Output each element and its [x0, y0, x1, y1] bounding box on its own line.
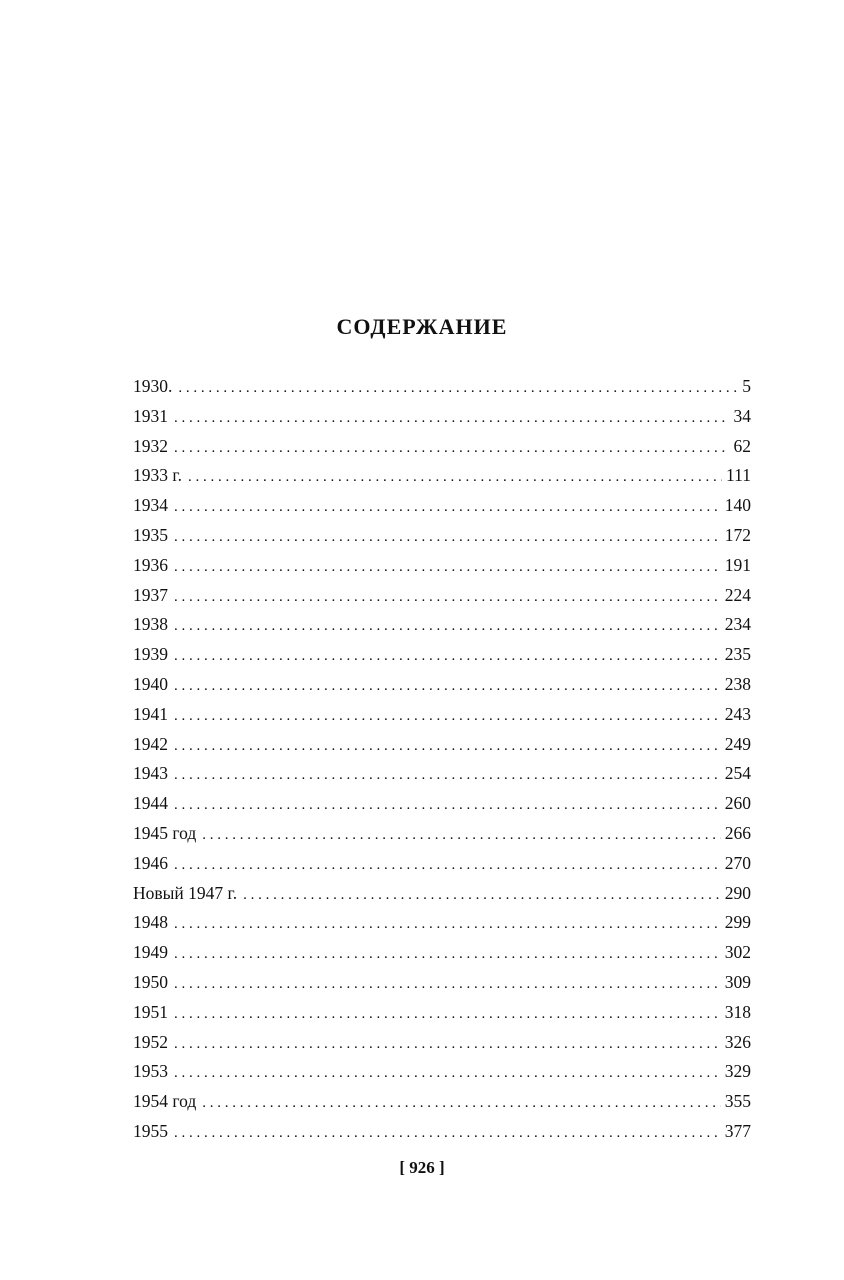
toc-entry-page: 238 [724, 673, 751, 694]
toc-entry-label: 1938 [133, 614, 168, 635]
toc-entry-label: 1953 [133, 1061, 168, 1082]
dot-leader [243, 881, 721, 909]
toc-entry-label: 1932 [133, 435, 168, 456]
toc-entry-label: 1949 [133, 942, 168, 963]
toc-entry [133, 1087, 751, 1117]
toc-entry-page: 355 [724, 1091, 751, 1112]
toc-entry [133, 700, 751, 730]
dot-leader [174, 910, 721, 938]
toc-entry-page: 302 [724, 942, 751, 963]
dot-leader [202, 821, 720, 849]
dot-leader [174, 642, 721, 670]
toc-entry-page: 243 [724, 703, 751, 724]
toc-entry [133, 432, 751, 462]
toc-entry-page: 377 [724, 1120, 751, 1141]
toc-entry-page: 254 [724, 763, 751, 784]
dot-leader [174, 583, 721, 611]
toc-entry-page: 270 [724, 852, 751, 873]
toc-entry-page: 111 [726, 465, 751, 486]
toc-entry-label: 1937 [133, 584, 168, 605]
toc-entry-label: 1943 [133, 763, 168, 784]
toc-entry [133, 968, 751, 998]
dot-leader [202, 1089, 720, 1117]
toc-entry [133, 849, 751, 879]
dot-leader [174, 434, 730, 462]
toc-entry [133, 819, 751, 849]
toc-entry-page: 191 [724, 554, 751, 575]
toc-entry [133, 521, 751, 551]
toc-entry-label: 1954 год [133, 1091, 197, 1112]
toc-entry-page: 249 [724, 733, 751, 754]
toc-entry-label: 1935 [133, 524, 168, 545]
toc-entry-label: 1933 г. [133, 465, 182, 486]
toc-entry-page: 326 [724, 1031, 751, 1052]
toc-entry [133, 908, 751, 938]
toc-entry-label: 1931 [133, 405, 168, 426]
dot-leader [174, 553, 721, 581]
toc-entry [133, 581, 751, 611]
toc-entry-page: 5 [742, 376, 751, 396]
toc-entry-page: 224 [724, 584, 751, 605]
toc-entry [133, 551, 751, 581]
dot-leader [174, 761, 721, 789]
dot-leader [174, 791, 721, 819]
toc-entry [133, 789, 751, 819]
toc-entry-page: 329 [724, 1061, 751, 1082]
toc-entry-page: 62 [733, 435, 751, 456]
toc-entry-label: 1939 [133, 644, 168, 665]
dot-leader [174, 1119, 721, 1147]
toc-entry-page: 299 [724, 912, 751, 933]
toc-entry [133, 879, 751, 909]
toc-entry [133, 491, 751, 521]
toc-entry-label: 1948 [133, 912, 168, 933]
table-of-contents [133, 372, 751, 1147]
toc-entry-page: 266 [724, 822, 751, 843]
dot-leader [174, 732, 721, 760]
toc-entry [133, 938, 751, 968]
toc-entry-label: 1940 [133, 673, 168, 694]
toc-entry [133, 461, 751, 491]
toc-entry-label: 1942 [133, 733, 168, 754]
toc-entry-page: 140 [724, 495, 751, 516]
toc-entry [133, 1117, 751, 1147]
toc-entry-label: 1930. [133, 376, 173, 396]
dot-leader [174, 523, 721, 551]
toc-entry-label: 1941 [133, 703, 168, 724]
dot-leader [174, 851, 721, 879]
toc-entry-label: 1934 [133, 495, 168, 516]
dot-leader [174, 970, 721, 998]
toc-entry-page: 172 [724, 524, 751, 545]
dot-leader [174, 493, 721, 521]
toc-entry-page: 234 [724, 614, 751, 635]
page-number: [ 926 ] [399, 1158, 445, 1177]
toc-entry [133, 1028, 751, 1058]
dot-leader [174, 404, 730, 432]
toc-entry-label: 1952 [133, 1031, 168, 1052]
toc-entry-label: 1936 [133, 554, 168, 575]
toc-entry [133, 372, 751, 402]
toc-entry-label: 1945 год [133, 822, 197, 843]
toc-entry-page: 318 [724, 1001, 751, 1022]
dot-leader [188, 463, 722, 491]
toc-entry-page: 235 [724, 644, 751, 665]
toc-entry-label: 1955 [133, 1120, 168, 1141]
toc-entry [133, 730, 751, 760]
toc-entry [133, 610, 751, 640]
toc-entry-label: Новый 1947 г. [133, 882, 238, 903]
toc-entry-page: 309 [724, 971, 751, 992]
dot-leader [174, 612, 721, 640]
toc-entry-page: 290 [724, 882, 751, 903]
toc-entry [133, 402, 751, 432]
dot-leader [174, 672, 721, 700]
toc-entry [133, 759, 751, 789]
dot-leader [174, 1059, 721, 1087]
dot-leader [174, 1000, 721, 1028]
dot-leader [178, 374, 738, 402]
dot-leader [174, 702, 721, 730]
toc-entry [133, 640, 751, 670]
toc-entry [133, 670, 751, 700]
toc-entry [133, 998, 751, 1028]
toc-entry-label: 1944 [133, 793, 168, 814]
dot-leader [174, 1030, 721, 1058]
toc-entry-page: 34 [733, 405, 751, 426]
toc-entry-label: 1946 [133, 852, 168, 873]
page-title: СОДЕРЖАНИЕ [336, 314, 508, 339]
toc-entry-label: 1951 [133, 1001, 168, 1022]
toc-entry [133, 1057, 751, 1087]
toc-entry-label: 1950 [133, 971, 168, 992]
toc-entry-page: 260 [724, 793, 751, 814]
dot-leader [174, 940, 721, 968]
